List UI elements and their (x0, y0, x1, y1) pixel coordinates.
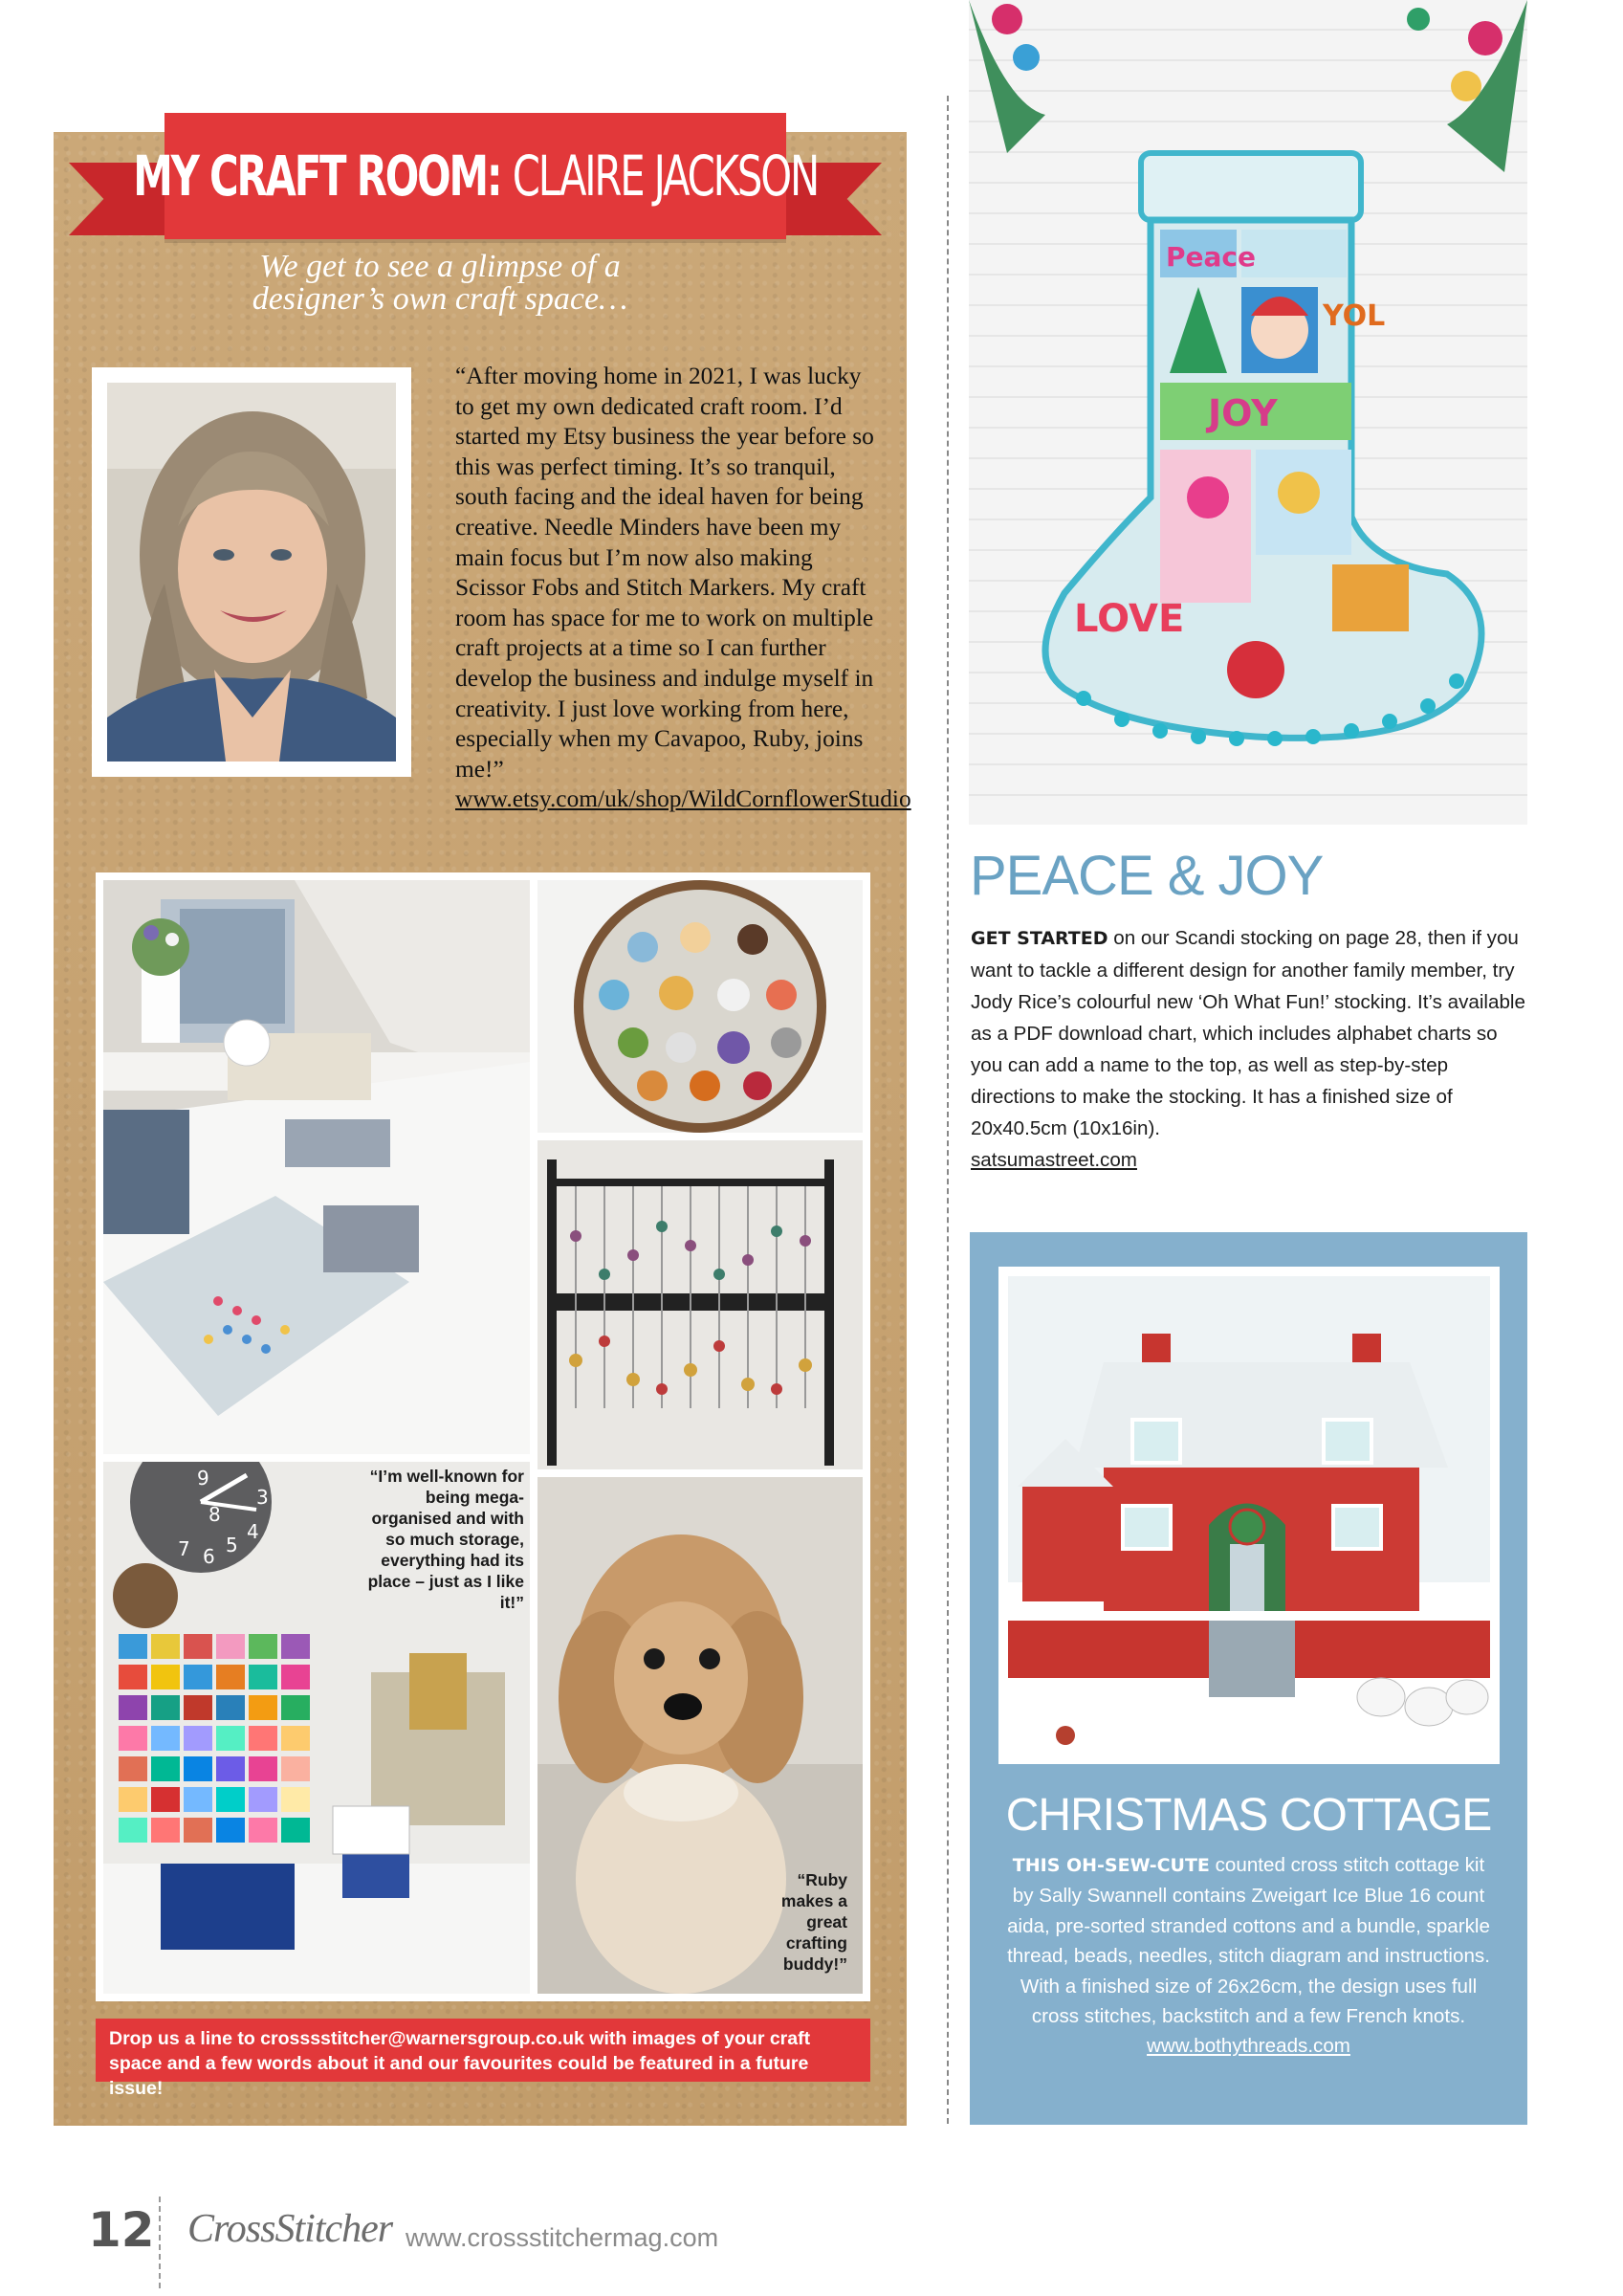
clock-number: 9 (197, 1467, 209, 1490)
bothy-threads-link[interactable]: www.bothythreads.com (1147, 2035, 1350, 2058)
footer-divider (159, 2197, 161, 2288)
etsy-link[interactable]: www.etsy.com/uk/shop/WildCornflowerStudio (455, 785, 911, 813)
clock-number: 4 (247, 1520, 259, 1543)
stitch-markers-photo (537, 1140, 863, 1469)
cottage-photo (1008, 1276, 1490, 1755)
cottage-illustration (1008, 1276, 1490, 1755)
page-title (133, 144, 818, 209)
submission-cta: Drop us a line to crosssstitcher@warnersgroup.co.uk with images of your craft space and a few words about it and our favourites could be featured in a future issue! (96, 2019, 870, 2082)
title-bold: MY CRAFT ROOM: (133, 144, 501, 209)
magazine-brand-logo: CrossStitcher (187, 2207, 393, 2251)
magazine-url[interactable]: www.crossstitchermag.com (406, 2223, 719, 2252)
portrait-frame (92, 367, 411, 777)
caption-dog: “Ruby makes a great crafting buddy!” (780, 1870, 847, 1974)
ribbon-banner (133, 113, 818, 239)
intro-quote (455, 362, 911, 815)
stocking-word: YOL (1323, 299, 1386, 333)
title-name: CLAIRE JACKSON (512, 144, 818, 209)
portrait-illustration (107, 383, 396, 762)
christmas-cottage-body (1004, 1850, 1493, 2062)
cottage-frame (998, 1267, 1500, 1764)
column-divider (947, 96, 949, 2124)
peace-joy-lead: GET STARTED (971, 928, 1108, 949)
subtitle (172, 251, 708, 316)
stocking-illustration (969, 0, 1527, 825)
page-number: 12 (88, 2202, 155, 2258)
clock-number: 7 (178, 1537, 190, 1560)
stocking-photo (969, 0, 1527, 825)
craft-room-illustration (103, 880, 530, 1454)
cottage-lead: THIS OH-SEW-CUTE (1012, 1855, 1210, 1876)
clock-number: 5 (226, 1534, 238, 1556)
quote-text: “After moving home in 2021, I was lucky to get my own dedicated craft room. I’d started my Etsy business the year before so this was perfect timing. It’s so tranquil, south facing and the ideal haven for being creative. Needle Minders have been my main focus but I’m now also making Scissor Fobs and Stitch Markers. My craft room has space for me to work on multiple craft projects at a time so I can further develop the business and indulge myself in creativity. I just love working from here, especially when my Cavapoo, Ruby, joins me!” (455, 363, 874, 783)
stocking-word: LOVE (1074, 597, 1185, 641)
cottage-text: counted cross stitch cottage kit by Sally Swannell contains Zweigart Ice Blue 16 count aida, pre-sorted stranded cottons and a bundle, sparkle thread, beads, needles, stitch diagram and instructions. With a finished size of 26x26cm, the design uses full cross stitches, backstitch and a few French knots. (1007, 1854, 1490, 2028)
christmas-cottage-box (970, 1232, 1527, 2125)
caption-storage: “I’m well-known for being mega-organised and with so much storage, everything had its place – just as I like it!” (367, 1467, 524, 1612)
subtitle-line-1: We get to see a glimpse of a (259, 249, 621, 284)
peace-joy-body (971, 922, 1527, 1176)
photo-collage (96, 872, 870, 2001)
portrait-photo (107, 383, 396, 762)
stocking-word: JOY (1208, 392, 1278, 434)
subtitle-line-2: designer’s own craft space… (252, 281, 628, 317)
christmas-cottage-title: CHRISTMAS COTTAGE (1005, 1790, 1492, 1841)
clock-number: 6 (203, 1545, 215, 1568)
peace-joy-title: PEACE & JOY (970, 845, 1324, 907)
stocking-word: Peace (1166, 241, 1256, 273)
markers-illustration (537, 1140, 863, 1469)
hoop-illustration (537, 880, 863, 1133)
craft-room-photo (103, 880, 530, 1454)
satsuma-link[interactable]: satsumastreet.com (971, 1149, 1137, 1171)
clock-number: 8 (208, 1503, 221, 1526)
clock-number: 3 (256, 1486, 269, 1509)
peace-joy-text: on our Scandi stocking on page 28, then if you want to tackle a different design for another family member, try Jody Rice’s colourful new ‘Oh What Fun!’ stocking. It’s available as a PDF download chart, which includes alphabet charts so you can add a name to the top, as well as step-by-step directions to make the stocking. It has a finished size of 20x40.5cm (10x16in). (971, 927, 1525, 1139)
needle-minders-hoop-photo (537, 880, 863, 1133)
